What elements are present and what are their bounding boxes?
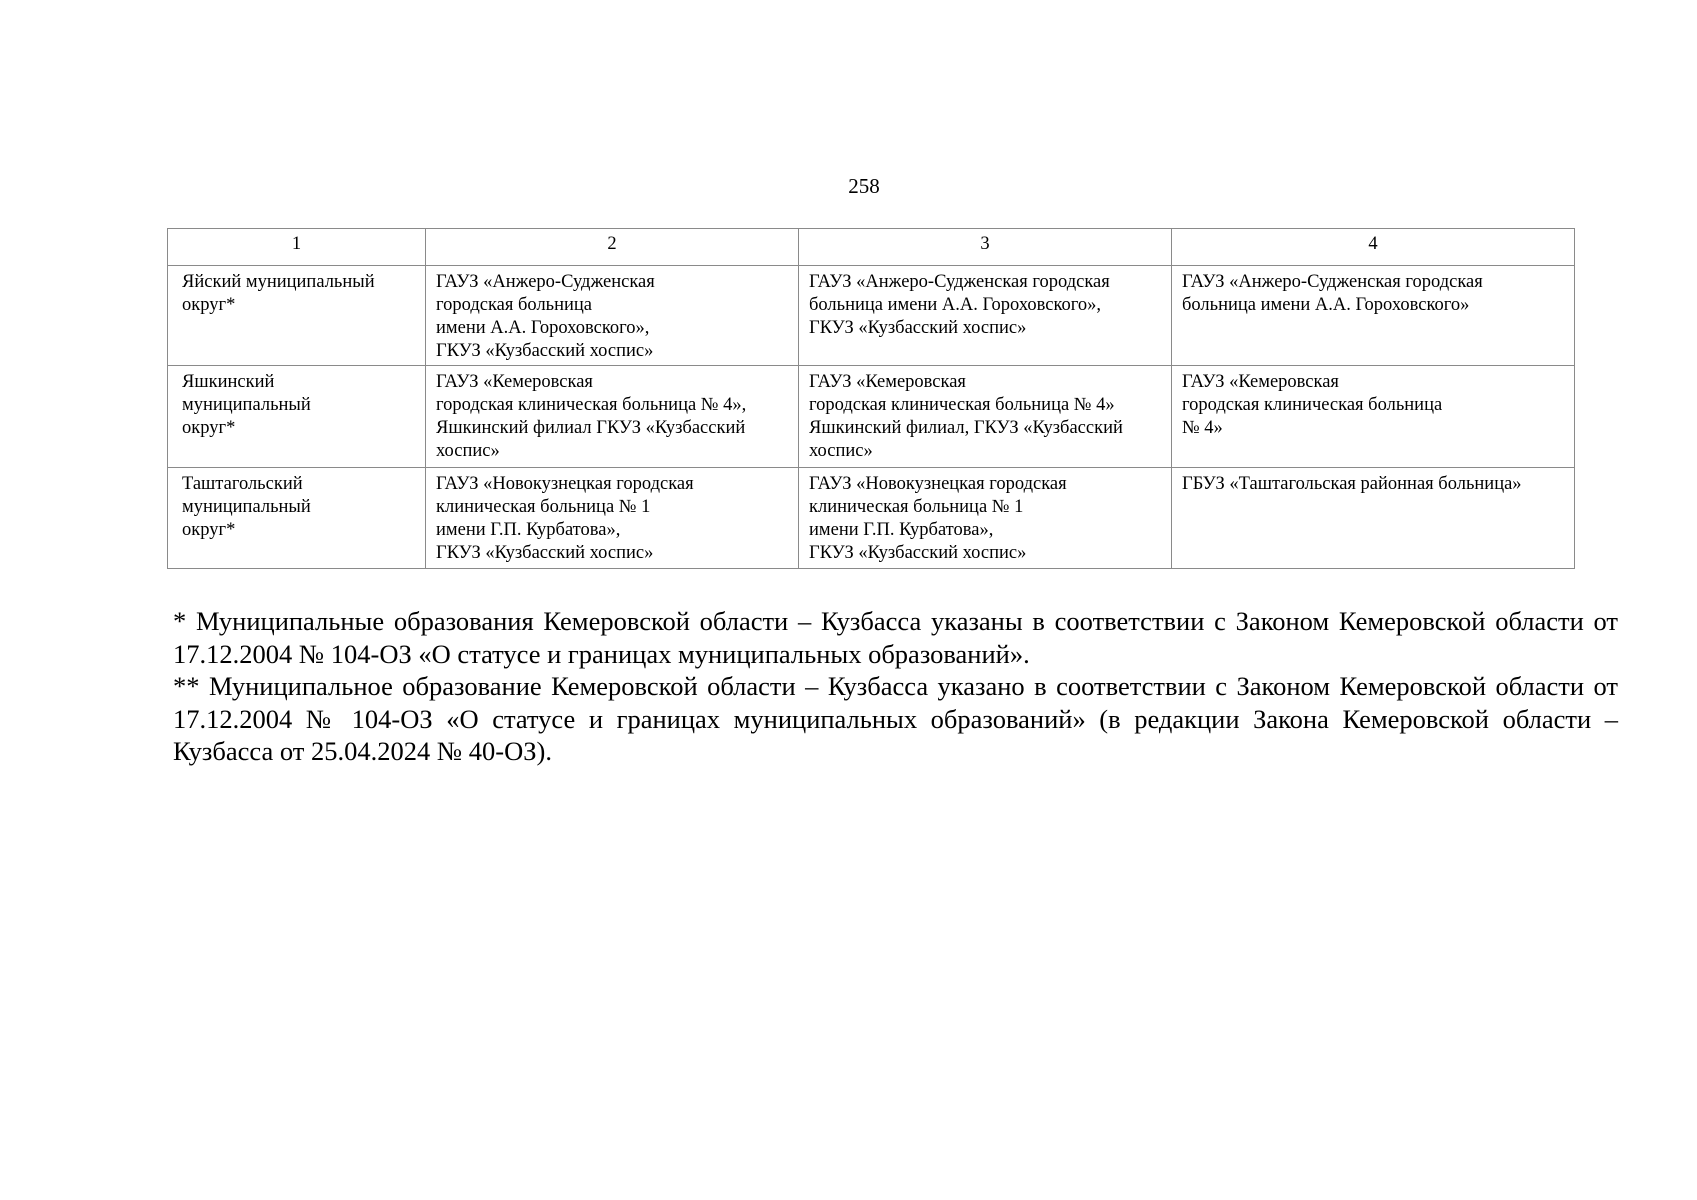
table-cell: ГАУЗ «Анжеро-Судженская городская больница имени А.А. Гороховского», ГКУЗ «Кузбасский хоспис» bbox=[799, 266, 1172, 366]
footnotes bbox=[173, 605, 1618, 768]
table-cell-district: Таштагольский муниципальный округ* bbox=[168, 468, 426, 569]
table-row bbox=[168, 468, 1575, 569]
table-cell: ГАУЗ «Кемеровская городская клиническая больница № 4» bbox=[1172, 366, 1575, 468]
table-header-row bbox=[168, 229, 1575, 266]
table-row bbox=[168, 366, 1575, 468]
table-cell: ГАУЗ «Новокузнецкая городская клиническая больница № 1 имени Г.П. Курбатова», ГКУЗ «Кузбасский хоспис» bbox=[799, 468, 1172, 569]
table-cell: ГАУЗ «Кемеровская городская клиническая больница № 4» Яшкинский филиал, ГКУЗ «Кузбасский хоспис» bbox=[799, 366, 1172, 468]
table-row bbox=[168, 266, 1575, 366]
table-cell: ГАУЗ «Анжеро-Судженская городская больница имени А.А. Гороховского» bbox=[1172, 266, 1575, 366]
column-header: 1 bbox=[168, 229, 426, 266]
table-cell: ГБУЗ «Таштагольская районная больница» bbox=[1172, 468, 1575, 569]
table-cell-district: Яйский муниципальный округ* bbox=[168, 266, 426, 366]
table-cell-district: Яшкинский муниципальный округ* bbox=[168, 366, 426, 468]
footnote-double-asterisk: ** Муниципальное образование Кемеровской области – Кузбасса указано в соответствии с Законом Кемеровской области от 17.12.2004 № 104-ОЗ «О статусе и границах муниципальных образований» (в редакции Закона Кемеровской области – Кузбасса от 25.04.2024 № 40-ОЗ). bbox=[173, 671, 1618, 766]
facilities-table bbox=[167, 228, 1575, 569]
table-cell: ГАУЗ «Анжеро-Судженская городская больница имени А.А. Гороховского», ГКУЗ «Кузбасский хоспис» bbox=[426, 266, 799, 366]
column-header: 2 bbox=[426, 229, 799, 266]
table-cell: ГАУЗ «Кемеровская городская клиническая больница № 4», Яшкинский филиал ГКУЗ «Кузбасский хоспис» bbox=[426, 366, 799, 468]
column-header: 3 bbox=[799, 229, 1172, 266]
table-cell: ГАУЗ «Новокузнецкая городская клиническая больница № 1 имени Г.П. Курбатова», ГКУЗ «Кузбасский хоспис» bbox=[426, 468, 799, 569]
page-number: 258 bbox=[848, 174, 880, 198]
column-header: 4 bbox=[1172, 229, 1575, 266]
footnote-single-asterisk: * Муниципальные образования Кемеровской области – Кузбасса указаны в соответствии с Законом Кемеровской области от 17.12.2004 № 104-ОЗ «О статусе и границах муниципальных образований». bbox=[173, 606, 1618, 669]
